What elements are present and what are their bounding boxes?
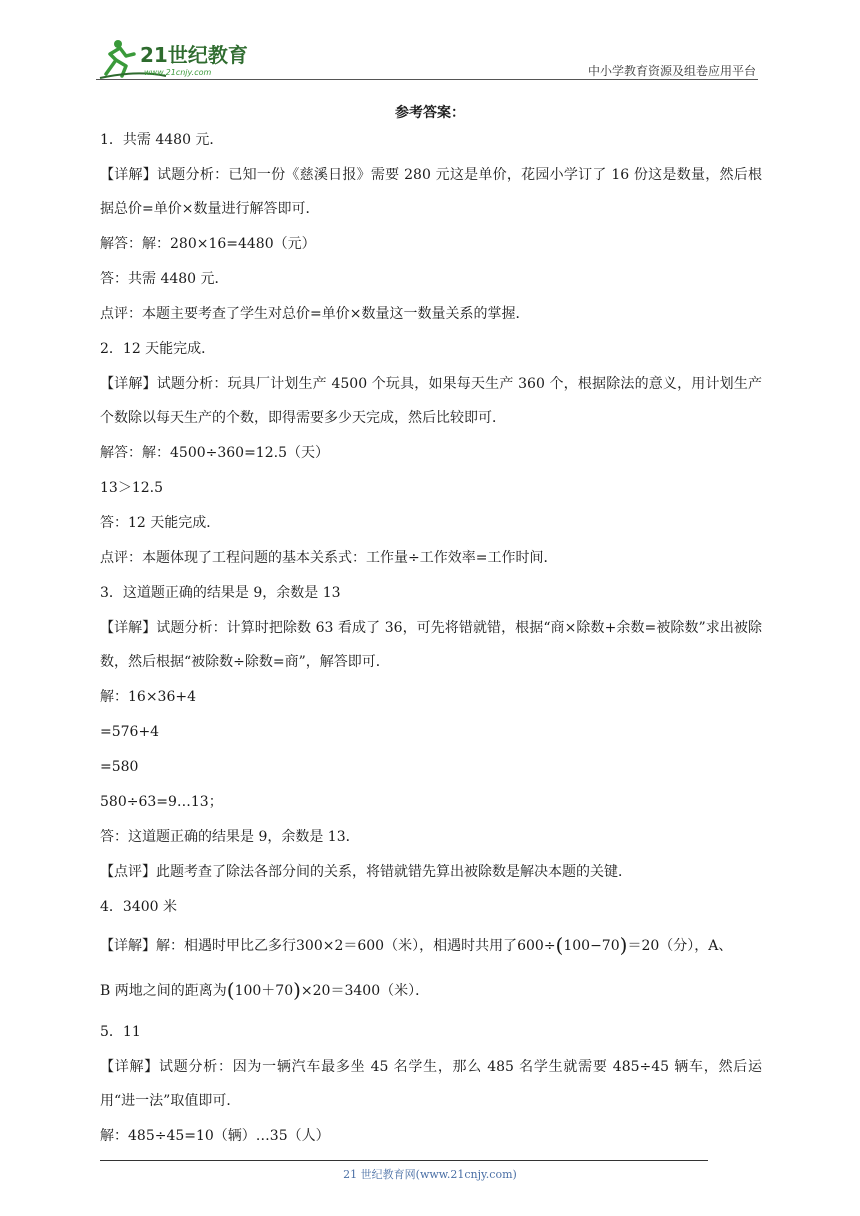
answer-line: 答：共需 4480 元． bbox=[100, 271, 229, 287]
text-segment: （分），A、 bbox=[659, 938, 733, 954]
answer-line: 4．3400 米 bbox=[100, 899, 177, 915]
header-divider bbox=[96, 79, 758, 80]
page-title: 参考答案： bbox=[395, 105, 465, 121]
answer-line: 答：12 天能完成． bbox=[100, 515, 221, 531]
answer-line: 5．11 bbox=[100, 1024, 141, 1040]
math-expression: 100−70 bbox=[563, 938, 620, 954]
answer-line: 580÷63=9…13； bbox=[100, 794, 223, 810]
answer-line: 1．共需 4480 元． bbox=[100, 132, 224, 148]
answer-line: 【详解】试题分析：因为一辆汽车最多坐 45 名学生，那么 485 名学生就需要 485÷45 辆车，然后运用“进一法”取值即可． bbox=[100, 1059, 762, 1109]
paren-open: ( bbox=[226, 978, 235, 1002]
footer-text: 21 世纪教育网(www.21cnjy.com) bbox=[343, 1168, 517, 1181]
answer-line: 答：这道题正确的结果是 9，余数是 13． bbox=[100, 829, 360, 845]
answer-line: 【点评】此题考查了除法各部分间的关系，将错就错先算出被除数是解决本题的关键． bbox=[100, 864, 632, 880]
logo-21cnjy bbox=[96, 36, 266, 80]
answer-line: =580 bbox=[100, 759, 139, 775]
math-expression: 600÷ bbox=[517, 938, 556, 954]
answer-line: 解答：解：280×16=4480（元） bbox=[100, 236, 316, 252]
answer-line-math bbox=[100, 975, 762, 1006]
answer-line: 点评：本题体现了工程问题的基本关系式：工作量÷工作效率=工作时间． bbox=[100, 550, 558, 566]
answer-line: 【详解】试题分析：已知一份《慈溪日报》需要 280 元这是单价，花园小学订了 16 份这是数量，然后根据总价=单价×数量进行解答即可． bbox=[100, 167, 762, 217]
paren-close: ) bbox=[619, 933, 628, 957]
footer-divider bbox=[100, 1160, 708, 1161]
answer-line: 解：485÷45=10（辆）…35（人） bbox=[100, 1128, 330, 1144]
answer-line: 解：16×36+4 bbox=[100, 689, 196, 705]
answer-line: 3．这道题正确的结果是 9，余数是 13 bbox=[100, 585, 341, 601]
math-expression: 100＋70 bbox=[234, 983, 294, 999]
answer-line-math bbox=[100, 930, 762, 961]
text-segment: （米）． bbox=[380, 983, 430, 999]
math-expression: ×20＝3400 bbox=[300, 983, 381, 999]
answer-line: 【详解】试题分析：玩具厂计划生产 4500 个玩具，如果每天生产 360 个，根据除法的意义，用计划生产个数除以每天生产的个数，即得需要多少天完成，然后比较即可． bbox=[100, 376, 762, 426]
math-expression: ＝20 bbox=[627, 938, 660, 954]
logo-url: www.21cnjy.com bbox=[144, 68, 212, 77]
header-slogan: 中小学教育资源及组卷应用平台 bbox=[587, 64, 756, 78]
answer-line: 2．12 天能完成． bbox=[100, 341, 216, 357]
answer-line: 点评：本题主要考查了学生对总价=单价×数量这一数量关系的掌握． bbox=[100, 306, 530, 322]
paren-open: ( bbox=[555, 933, 564, 957]
paren-close: ) bbox=[293, 978, 301, 1002]
logo-text: 21世纪教育 bbox=[140, 43, 248, 67]
text-segment: （米），相遇时共用了 bbox=[384, 938, 518, 954]
answer-line: =576+4 bbox=[100, 724, 160, 740]
answer-line: 【详解】试题分析：计算时把除数 63 看成了 36，可先将错就错，根据“商×除数+余数=被除数”求出被除数，然后根据“被除数÷除数=商”，解答即可． bbox=[100, 620, 762, 670]
math-expression: 300×2＝600 bbox=[296, 938, 385, 954]
answer-content bbox=[100, 128, 762, 1159]
answer-line: 13＞12.5 bbox=[100, 480, 163, 496]
answer-line: 解答：解：4500÷360=12.5（天） bbox=[100, 445, 329, 461]
text-segment: B 两地之间的距离为 bbox=[100, 983, 227, 999]
text-segment: 【详解】解：相遇时甲比乙多行 bbox=[100, 938, 296, 954]
page-header bbox=[96, 36, 756, 84]
